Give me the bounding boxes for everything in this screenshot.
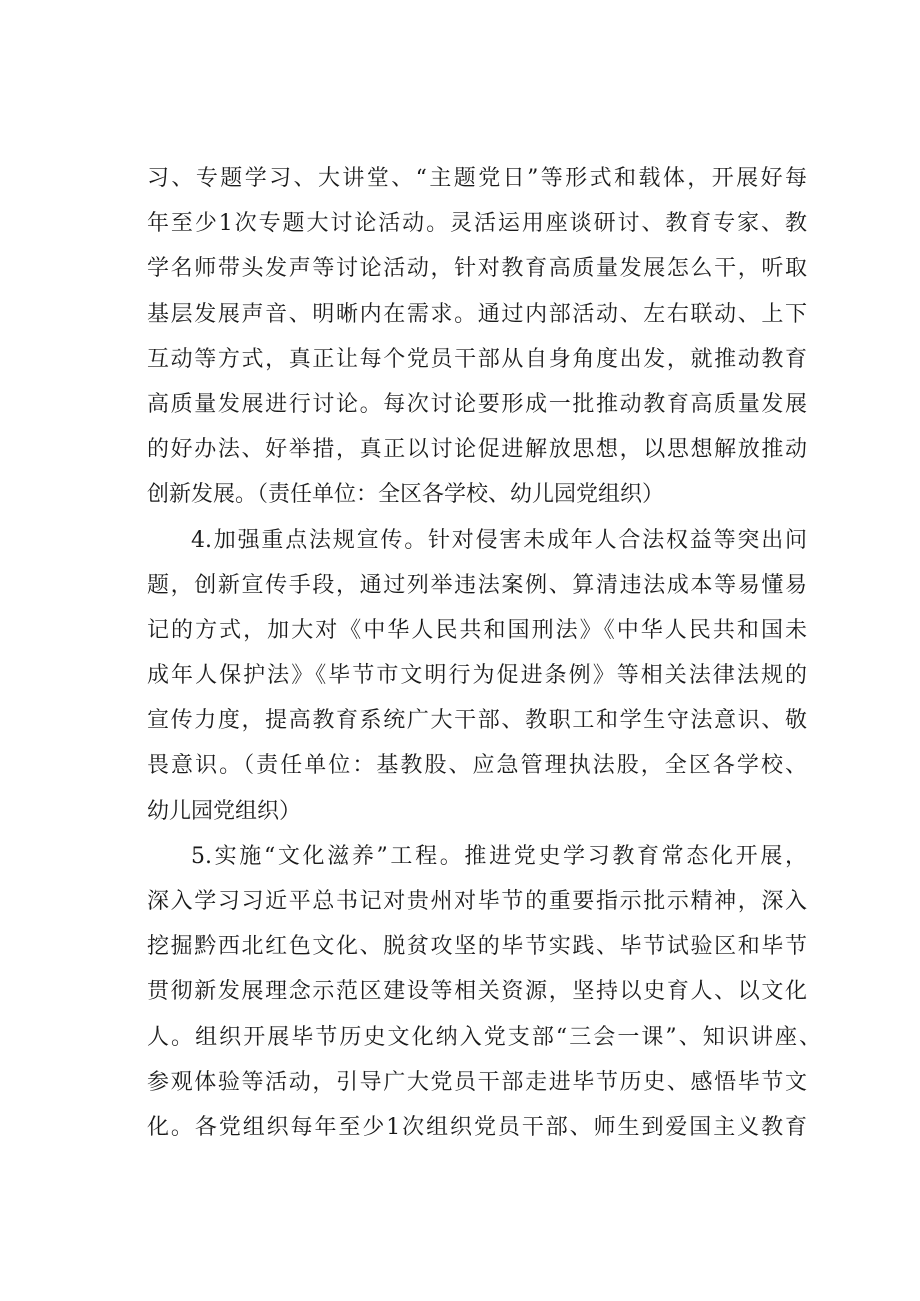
text-line: 人。组织开展毕节历史文化纳入党支部“三会一课”、知识讲座、 bbox=[147, 1024, 821, 1050]
text-line: 高质量发展进行讨论。每次讨论要形成一批推动教育高质量发展 bbox=[147, 391, 807, 417]
text-line: 挖掘黔西北红色文化、脱贫攻坚的毕节实践、毕节试验区和毕节 bbox=[147, 934, 807, 960]
text-line: 年至少1次专题大讨论活动。灵活运用座谈研讨、教育专家、教 bbox=[147, 211, 807, 237]
text-line: 宣传力度，提高教育系统广大干部、教职工和学生守法意识、敬 bbox=[147, 708, 807, 734]
paragraph-5-first-line: 5.实施“文化滋养”工程。推进党史学习教育常态化开展， bbox=[191, 843, 807, 869]
text-line: 学名师带头发声等讨论活动，针对教育高质量发展怎么干，听取 bbox=[147, 256, 807, 282]
text-line: 记的方式，加大对《中华人民共和国刑法》《中华人民共和国未 bbox=[147, 617, 807, 643]
text-line: 基层发展声音、明晰内在需求。通过内部活动、左右联动、上下 bbox=[147, 301, 807, 327]
text-line: 畏意识。（责任单位：基教股、应急管理执法股，全区各学校、 bbox=[147, 753, 807, 779]
text-line: 参观体验等活动，引导广大党员干部走进毕节历史、感悟毕节文 bbox=[147, 1069, 807, 1095]
text-line: 深入学习习近平总书记对贵州对毕节的重要指示批示精神，深入 bbox=[147, 889, 807, 914]
text-line: 互动等方式，真正让每个党员干部从自身角度出发，就推动教育 bbox=[147, 346, 807, 372]
text-line: 习、专题学习、大讲堂、“主题党日”等形式和载体，开展好每 bbox=[147, 166, 807, 191]
paragraph-4-first-line: 4.加强重点法规宣传。针对侵害未成年人合法权益等突出问 bbox=[191, 527, 807, 553]
text-line: 创新发展。（责任单位：全区各学校、幼儿园党组织） bbox=[147, 482, 665, 508]
body-text bbox=[147, 156, 827, 1150]
text-line: 幼儿园党组织） bbox=[147, 798, 302, 824]
text-line: 题，创新宣传手段，通过列举违法案例、算清违法成本等易懂易 bbox=[147, 572, 807, 598]
text-line: 成年人保护法》《毕节市文明行为促进条例》等相关法律法规的 bbox=[147, 663, 807, 689]
text-line: 贯彻新发展理念示范区建设等相关资源，坚持以史育人、以文化 bbox=[147, 979, 807, 1005]
text-line: 化。各党组织每年至少1次组织党员干部、师生到爱国主义教育 bbox=[147, 1114, 807, 1140]
text-line: 的好办法、好举措，真正以讨论促进解放思想，以思想解放推动 bbox=[147, 437, 807, 463]
